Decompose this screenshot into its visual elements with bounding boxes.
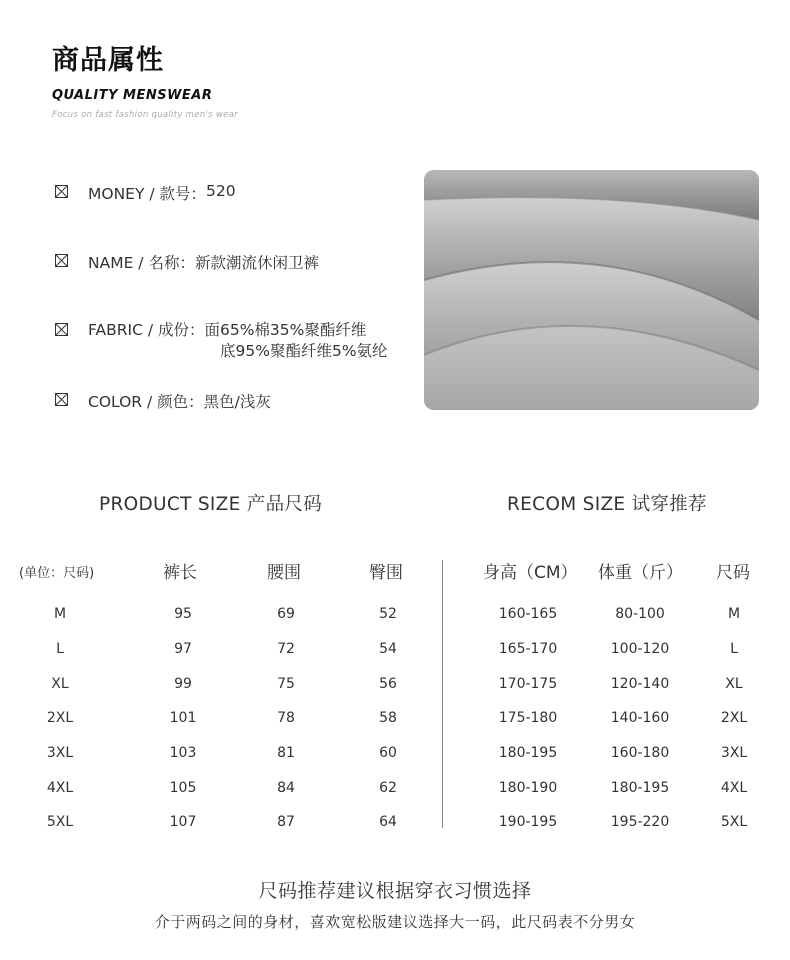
size-cell: 5XL (46, 814, 74, 830)
weight-cell: 120-140 (610, 676, 670, 692)
checkbox-icon (55, 254, 68, 267)
length-cell: 99 (174, 676, 192, 692)
weight-cell: 80-100 (615, 606, 665, 622)
length-cell: 103 (169, 745, 197, 761)
hip-cell: 62 (379, 780, 397, 796)
size-cell: 5XL (720, 814, 748, 830)
hip-cell: 60 (379, 745, 397, 761)
size-cell: 2XL (720, 710, 748, 726)
height-cell: 165-170 (498, 641, 558, 657)
attribute-value: 新款潮流休闲卫裤 (194, 254, 319, 272)
column-header: 臀围 (369, 563, 403, 583)
size-cell: 4XL (46, 780, 74, 796)
size-cell: 3XL (720, 745, 748, 761)
weight-cell: 195-220 (610, 814, 670, 830)
length-cell: 105 (169, 780, 197, 796)
attribute-label: MONEY / 款号： (88, 185, 207, 203)
length-cell: 97 (174, 641, 192, 657)
height-cell: 160-165 (498, 606, 558, 622)
height-cell: 190-195 (498, 814, 558, 830)
size-cell: XL (725, 676, 743, 692)
height-cell: 180-195 (498, 745, 558, 761)
height-cell: 175-180 (498, 710, 558, 726)
product-size-heading: PRODUCT SIZE 产品尺码 (99, 494, 322, 515)
attribute-label: FABRIC / 成份： (88, 321, 205, 339)
hip-cell: 54 (379, 641, 397, 657)
column-header: 身高（CM） (483, 563, 578, 583)
waist-cell: 81 (277, 745, 295, 761)
length-cell: 95 (174, 606, 192, 622)
length-cell: 107 (169, 814, 197, 830)
weight-cell: 140-160 (610, 710, 670, 726)
column-header: 尺码 (716, 563, 750, 583)
page-title: 商品属性 (52, 45, 164, 76)
checkbox-icon (55, 185, 68, 198)
size-advice-text: 介于两码之间的身材，喜欢宽松版建议选择大一码，此尺码表不分男女 (154, 913, 636, 931)
waist-cell: 78 (277, 710, 295, 726)
checkbox-icon (55, 323, 68, 336)
size-advice-heading: 尺码推荐建议根据穿衣习惯选择 (258, 880, 532, 902)
attribute-value: 面65%棉35%聚酯纤维 (204, 321, 367, 339)
table-divider (442, 560, 443, 828)
column-header: 裤长 (163, 563, 197, 583)
attribute-value: 底95%聚酯纤维5%氨纶 (220, 342, 388, 360)
waist-cell: 75 (277, 676, 295, 692)
waist-cell: 84 (277, 780, 295, 796)
height-cell: 180-190 (498, 780, 558, 796)
waist-cell: 72 (277, 641, 295, 657)
attribute-fabric (55, 320, 388, 362)
waist-cell: 87 (277, 814, 295, 830)
unit-label: (单位：尺码) (19, 566, 95, 581)
size-cell: 2XL (46, 710, 74, 726)
height-cell: 170-175 (498, 676, 558, 692)
checkbox-icon (55, 393, 68, 406)
weight-cell: 160-180 (610, 745, 670, 761)
brand-tagline: Focus on fast fashion quality men's wear (52, 110, 238, 120)
column-header: 腰围 (267, 563, 301, 583)
attribute-label: NAME / 名称： (88, 254, 195, 272)
attribute-value: 黑色/浅灰 (203, 393, 271, 411)
attribute-money (55, 182, 236, 204)
waist-cell: 69 (277, 606, 295, 622)
hip-cell: 64 (379, 814, 397, 830)
attribute-label: COLOR / 颜色： (88, 393, 204, 411)
size-cell: M (53, 606, 67, 622)
weight-cell: 100-120 (610, 641, 670, 657)
size-cell: 3XL (46, 745, 74, 761)
hip-cell: 56 (379, 676, 397, 692)
recom-size-heading: RECOM SIZE 试穿推荐 (507, 494, 707, 515)
attribute-value: 520 (206, 182, 236, 200)
size-cell: L (56, 641, 64, 657)
weight-cell: 180-195 (610, 780, 670, 796)
brand-subtitle: QUALITY MENSWEAR (52, 88, 213, 103)
column-header: 体重（斤） (598, 563, 683, 583)
size-cell: XL (51, 676, 69, 692)
size-cell: M (727, 606, 741, 622)
fabric-photo (424, 170, 759, 410)
hip-cell: 58 (379, 710, 397, 726)
attribute-name (55, 251, 319, 273)
size-cell: 4XL (720, 780, 748, 796)
size-cell: L (730, 641, 738, 657)
length-cell: 101 (169, 710, 197, 726)
attribute-color (55, 390, 271, 412)
hip-cell: 52 (379, 606, 397, 622)
